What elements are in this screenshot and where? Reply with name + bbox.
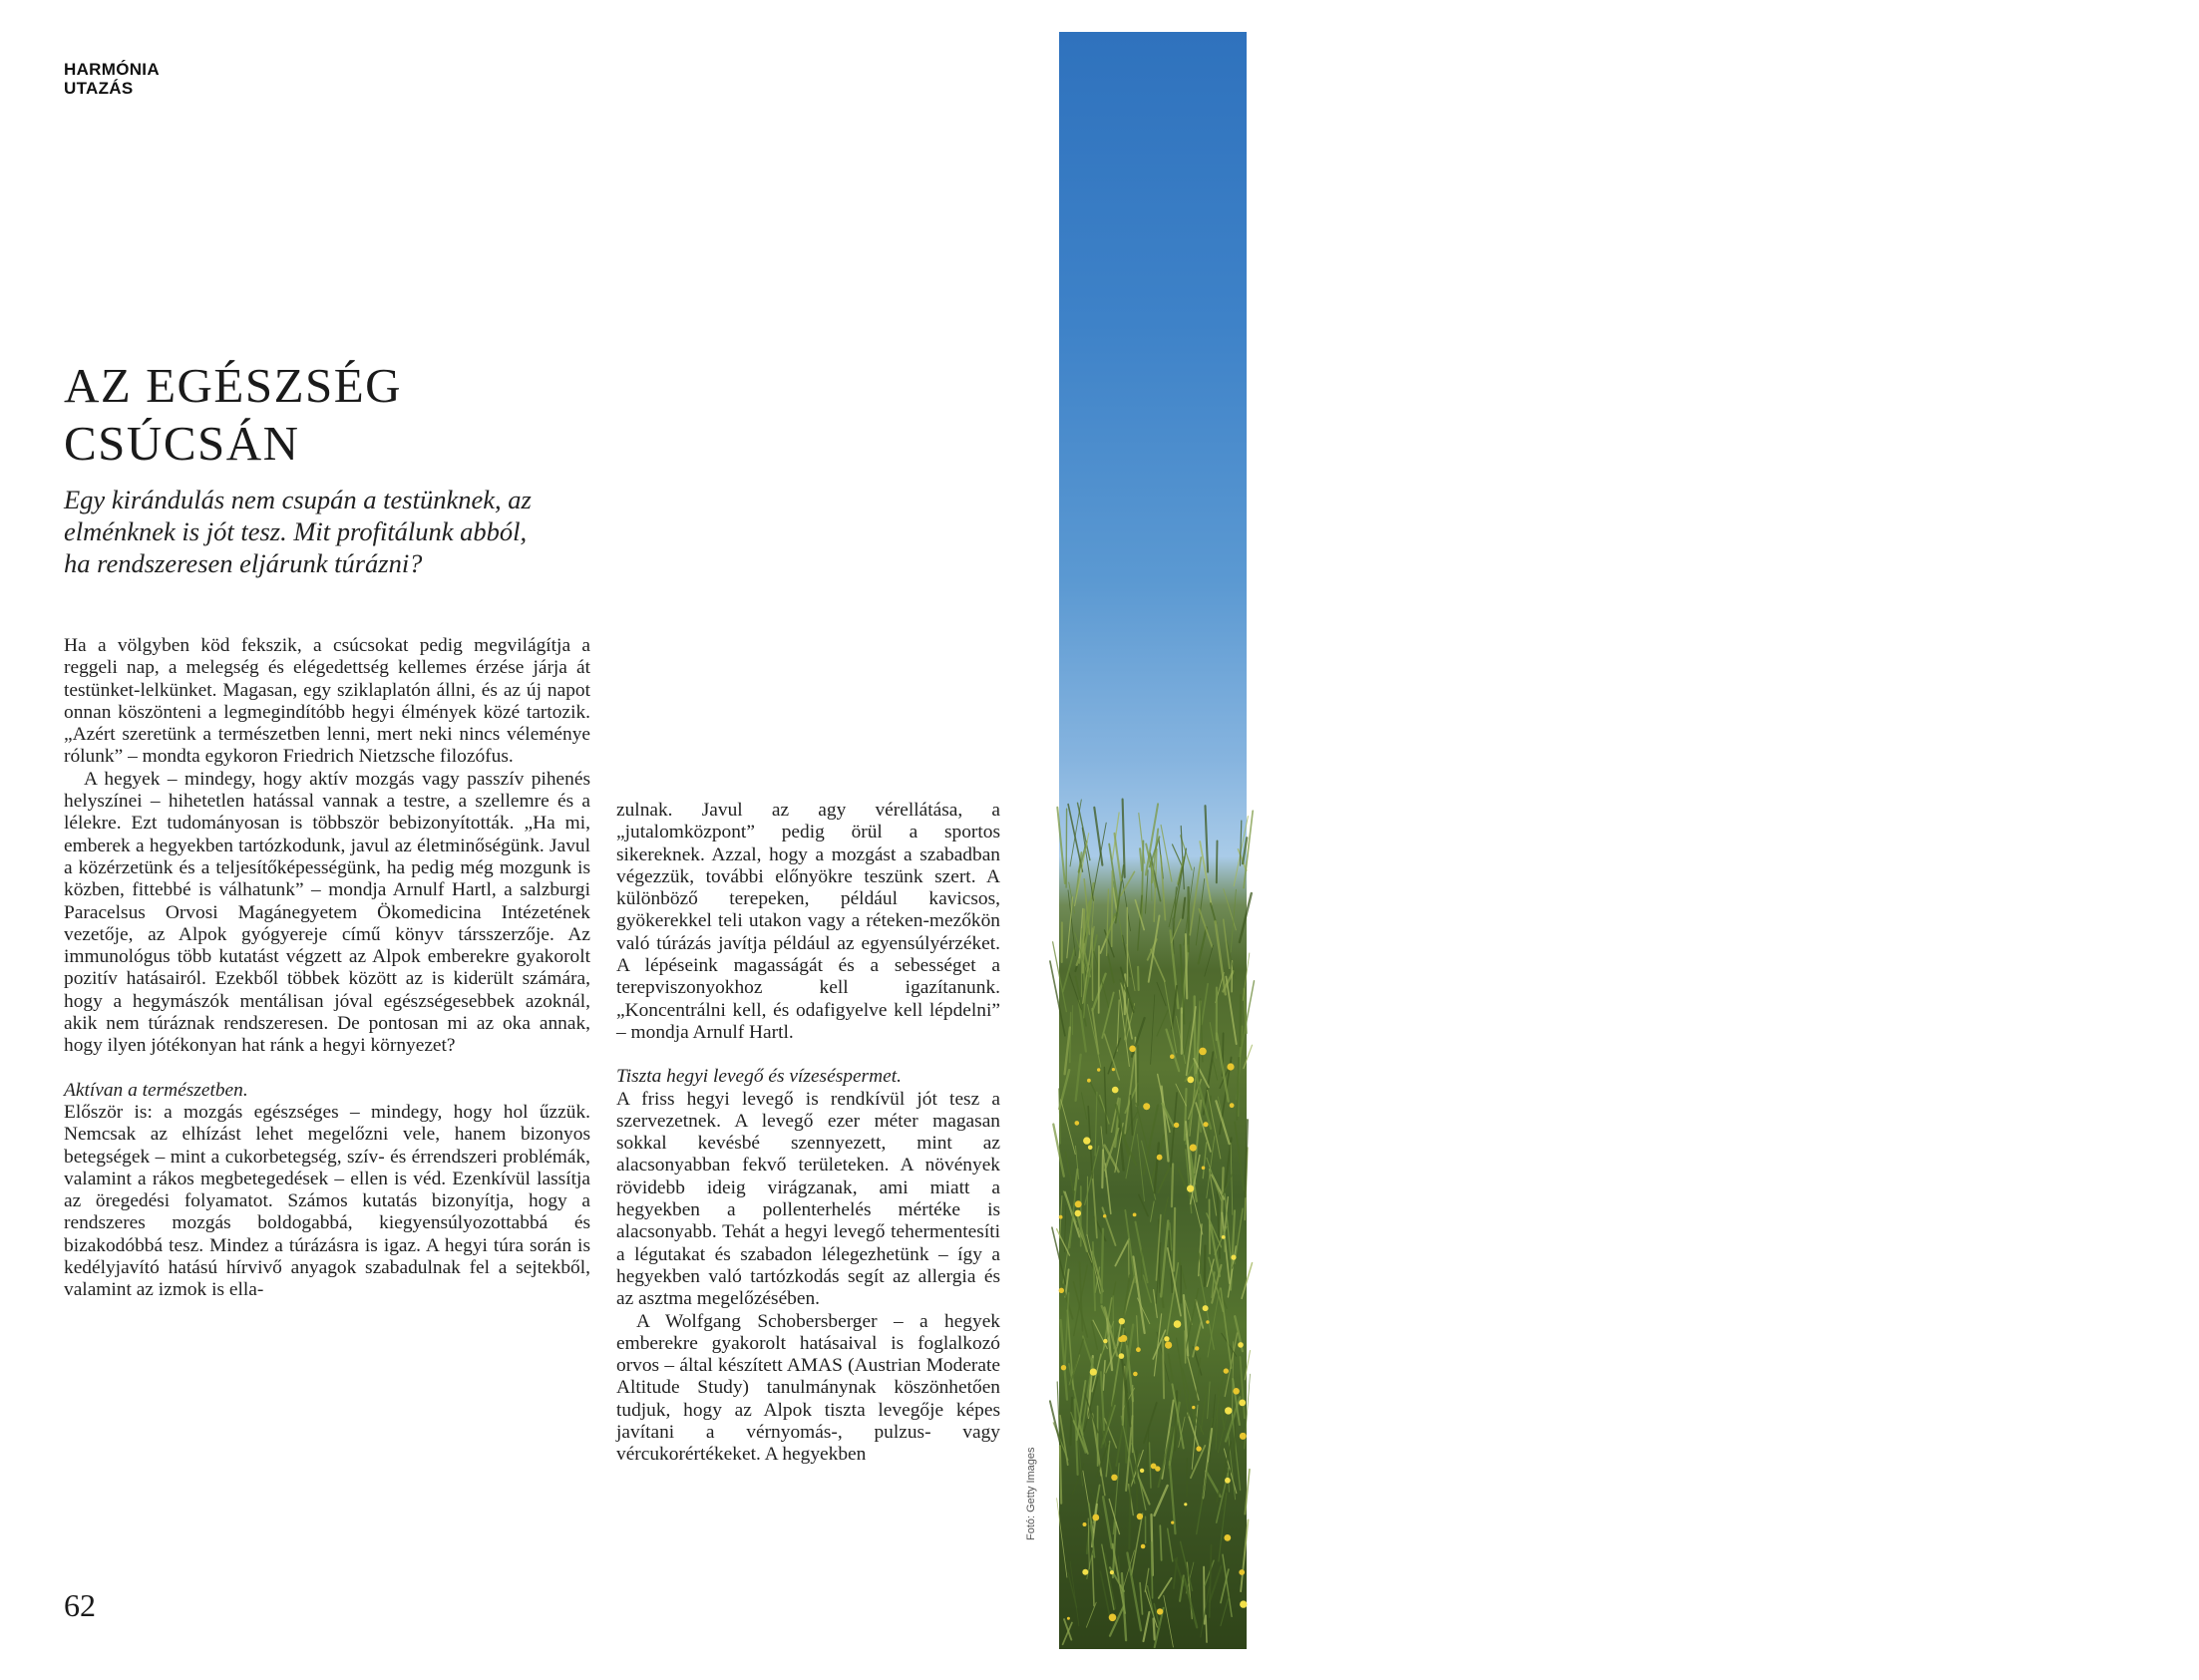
grass-blade (1173, 844, 1183, 865)
grass-blade (1102, 993, 1114, 1039)
grass-blade (1057, 1229, 1070, 1255)
grass-blade (1219, 1494, 1227, 1561)
grass-blade (1186, 934, 1187, 998)
grass-blade (1183, 898, 1185, 918)
grass-blade (1137, 1316, 1139, 1351)
grass-blade (1137, 1135, 1144, 1201)
grass-blade (1171, 1093, 1177, 1167)
flower-dot (1203, 1305, 1209, 1311)
grass-blade (1168, 1354, 1173, 1381)
grass-blade (1103, 1361, 1105, 1391)
flower-dot (1133, 1213, 1137, 1217)
flower-dot (1190, 1145, 1197, 1152)
brand-logo-line2: BEAUTY (2138, 1642, 2199, 1658)
grass-blade (1140, 1583, 1142, 1614)
flower-dot (1157, 1608, 1163, 1614)
grass-blade (1092, 823, 1106, 898)
grass-blade (1125, 1210, 1135, 1282)
grass-blade (1094, 808, 1102, 865)
flower-dot (1171, 1521, 1174, 1524)
flower-dot (1231, 1255, 1236, 1260)
grass-blade (1102, 1150, 1103, 1187)
grass-blade (1060, 1446, 1061, 1504)
grass-blade (1093, 1242, 1095, 1310)
grass-blade (1088, 1005, 1101, 1068)
grass-blade (1151, 995, 1155, 1065)
grass-blade (1168, 1528, 1173, 1561)
grass-blade (1087, 1176, 1088, 1235)
grass-blade (1217, 840, 1218, 882)
grass-blade (1059, 1089, 1061, 1144)
flower-dot (1133, 1372, 1138, 1377)
paragraph: A friss hegyi levegő is rendkívül jót tesz a szervezetnek. A levegő ezer méter magasan sokkal kevésbé szennyezett, mint az alacsonyabban fekvő területeken. A növények rövidebb ideig virágzanak, ami miatt a hegyekben a pollenterhelés mértéke is alacsonyabb. Tehát a hegyi levegő tehermentesíti a légutakat és szabadon lélegezhetünk – így a hegyekben való tartózkodás segít az allergia és az asztma megelőzésében. (616, 1088, 1000, 1310)
grass-blade (1138, 967, 1139, 990)
grass-blade (1231, 1144, 1233, 1215)
grass-blade (1211, 1369, 1225, 1444)
flower-dot (1165, 1342, 1172, 1349)
grass-blade (1167, 1030, 1180, 1072)
grass-blade (1206, 1615, 1207, 1642)
flower-dot (1240, 1600, 1247, 1607)
grass-blade (1100, 1468, 1105, 1496)
grass-blade (1127, 1553, 1141, 1631)
grass-blade (1053, 942, 1067, 1012)
grass-blade (1105, 1164, 1111, 1213)
flower-dot (1199, 1048, 1207, 1056)
flower-dot (1141, 1544, 1146, 1549)
flower-dot (1059, 1215, 1063, 1219)
grass-blade (1070, 1398, 1072, 1445)
grass-blade (1132, 1513, 1143, 1574)
grass-blade (1164, 1595, 1174, 1647)
flower-dot (1136, 1347, 1141, 1352)
grass-blade (1242, 1263, 1252, 1299)
grass-blade (1144, 1403, 1157, 1443)
grass-blade (1199, 927, 1207, 963)
grass-blade (1157, 982, 1166, 1005)
grass-blade (1144, 1612, 1150, 1641)
grass-blade (1133, 1257, 1144, 1334)
flower-dot (1112, 1087, 1119, 1094)
article-title (64, 357, 582, 473)
grass-blade (1197, 1463, 1209, 1533)
grass-blade (1200, 909, 1213, 947)
flower-dot (1140, 1469, 1144, 1473)
grass-blade (1179, 1255, 1187, 1289)
flower-dot (1129, 1046, 1136, 1053)
grass-blade (1205, 1560, 1214, 1585)
flower-dot (1151, 1464, 1157, 1470)
grass-blade (1203, 1143, 1207, 1178)
flower-dot (1230, 1103, 1235, 1108)
grass-blade (1101, 1229, 1103, 1303)
grass-blade (1193, 1322, 1201, 1356)
meadow-photo (1059, 32, 2199, 1658)
flower-dot (1110, 1570, 1114, 1574)
flower-dot (1239, 1569, 1245, 1575)
grass-blade (1213, 1059, 1218, 1080)
flower-dot (1164, 1336, 1169, 1341)
grass-blade (1205, 1246, 1206, 1286)
section-label (64, 60, 160, 98)
flower-dot (1112, 1068, 1115, 1071)
paragraph: Ha a völgyben köd fekszik, a csúcsokat pedig megvilágítja a reggeli nap, a melegség és elégedettség kellemes érzése járja át testünket-lelkünket. Magasan, egy sziklaplatón állni, és az új napot onnan köszönteni a legmegindítóbb hegyi élmények közé tartozik. „Azért szeretünk a természetben lenni, mert neki nincs véleménye rólunk” – mondta egykoron Friedrich Nietzsche filozófus. (64, 635, 590, 768)
flower-dot (1195, 1346, 1199, 1350)
flower-dot (1170, 1054, 1175, 1059)
flower-dot (1075, 1210, 1082, 1217)
grass-blade (1149, 916, 1160, 982)
grass-blade (1061, 1100, 1076, 1155)
grass-blade (1155, 1486, 1168, 1515)
flower-dot (1088, 1146, 1093, 1151)
grass-blade (1210, 1545, 1212, 1617)
flower-dot (1238, 1342, 1244, 1348)
grass-blade (1200, 841, 1211, 904)
flower-dot (1240, 1433, 1247, 1440)
flower-dot (1087, 1079, 1091, 1083)
flower-dot (1157, 1155, 1163, 1161)
grass-blade (1231, 889, 1236, 952)
flower-dot (1187, 1185, 1194, 1192)
flower-dot (1097, 1068, 1100, 1071)
grass-blade (1245, 1351, 1250, 1380)
flower-dot (1103, 1339, 1107, 1343)
flower-dot (1092, 1514, 1099, 1521)
grass-blade (1202, 984, 1208, 1025)
grass-blade (1084, 1393, 1098, 1433)
grass-blade (1172, 986, 1177, 1029)
grass-blade (1244, 1045, 1253, 1068)
grass-blade (1172, 1165, 1173, 1207)
grass-blade (1245, 1470, 1250, 1514)
grass-blade (1109, 1500, 1119, 1534)
text-column-left (64, 635, 590, 1302)
grass-blade (1123, 880, 1131, 931)
grass-blade (1104, 1068, 1106, 1134)
flower-dot (1196, 1446, 1201, 1451)
flower-dot (1061, 1365, 1066, 1370)
grass-blade (1150, 1443, 1152, 1488)
grass-blade (1154, 1604, 1160, 1628)
grass-blade (1052, 1227, 1066, 1284)
flower-dot (1143, 1103, 1150, 1110)
grass-blade (1053, 1125, 1064, 1176)
flower-dot (1192, 1406, 1195, 1409)
text-column-right (616, 800, 1000, 1467)
grass-blade (1210, 1199, 1211, 1253)
grass-blade (1100, 1095, 1109, 1124)
flower-dot (1202, 1167, 1206, 1171)
grass-blade (1082, 1093, 1087, 1120)
paragraph: zulnak. Javul az agy vérellátása, a „jutalomközpont” pedig örül a sportos sikereknek. Azzal, hogy a mozgást a szabadban végezzük, további előnyökre teszünk szert. A különböző terepeken, például kavicsos, gyökerekkel teli utakon vagy a réteken-mezőkön való túrázás javítja például az egyensúlyérzéket. A lépéseink magasságát és a sebességet a terepviszonyokhoz kell igazítanunk. „Koncentrálni kell, és odafigyelve kell lépdelni” – mondja Arnulf Hartl. (616, 800, 1000, 1043)
grass-blade (1115, 834, 1121, 880)
grass-blade (1240, 893, 1252, 942)
grass-blade (1050, 1401, 1062, 1450)
section-label-harmonia: HARMÓNIA (64, 60, 160, 79)
flower-dot (1224, 1368, 1229, 1373)
brand-logo (2138, 1629, 2199, 1657)
grass-blade (1241, 1519, 1248, 1591)
grass-blade (1066, 809, 1067, 887)
flower-dot (1067, 1617, 1070, 1620)
flower-dot (1082, 1569, 1088, 1575)
flower-dot (1187, 1077, 1194, 1084)
paragraph: Először is: a mozgás egészséges – mindegy, hogy hol űzzük. Nemcsak az elhízást lehet megelőzni vele, hanem bizonyos betegségek – mint a cukorbetegség, szív- és érrendszeri problémák, valamint a rákos megbetegedések – ellen is véd. Ezenkívül lassítja az öregedési folyamatot. Számos kutatás bizonyítja, hogy a rendszeres mozgás boldogabbá, kiegyensúlyozottabbá és bizakodóbbá tesz. Mindez a túrázásra is igaz. A hegyi túra során is kedélyjavító hatású hírvivő anyagok szabadulnak fel a sejtekből, valamint az izmok is ella- (64, 1101, 590, 1301)
flower-dot (1111, 1475, 1117, 1481)
flower-dot (1206, 1320, 1209, 1323)
grass-blade (1050, 961, 1065, 1036)
grass-blade (1174, 1208, 1175, 1271)
article-lead: Egy kirándulás nem csupán a testünknek, az elménknek is jót tesz. Mit profitálunk abból, ha rendszeresen eljárunk túrázni? (64, 485, 532, 578)
grass-blade (1152, 1542, 1153, 1598)
flower-dot (1083, 1137, 1090, 1144)
flower-dot (1174, 1320, 1182, 1328)
page-number: 62 (64, 1587, 96, 1623)
grass-blade (1108, 954, 1114, 982)
subheading: Tiszta hegyi levegő és vízeséspermet. (616, 1066, 902, 1088)
grass-blade (1151, 1201, 1155, 1221)
article-title-line1: AZ EGÉSZSÉG (64, 358, 403, 413)
flower-dot (1137, 1513, 1143, 1519)
grass-blade (1070, 1561, 1079, 1625)
flower-dot (1233, 1388, 1240, 1395)
grass-blade (1059, 1070, 1069, 1109)
flower-dot (1109, 1614, 1117, 1622)
flower-dot (1120, 1335, 1127, 1342)
grass-blade (1057, 808, 1065, 883)
grass-blade (1196, 1300, 1203, 1328)
flower-dot (1222, 1235, 1226, 1239)
subheading: Aktívan a természetben. (64, 1079, 248, 1101)
paragraph: A Wolfgang Schobersberger – a hegyek emberekre gyakorolt hatásaival is foglalkozó orvos – által készített AMAS (Austrian Moderate Altitude Study) tanulmánynak köszönhetően tudjuk, hogy az Alpok tiszta levegője képes javítani a vérnyomás-, pulzus- vagy vércukorértékeket. A hegyekben (616, 1310, 1000, 1466)
grass-blade (1206, 806, 1209, 871)
grass-blade (1205, 945, 1214, 976)
grass-blade (1107, 889, 1109, 955)
grass-blade (1161, 1220, 1168, 1296)
grass-blade (1235, 1418, 1236, 1462)
flower-dot (1239, 1400, 1246, 1407)
grass-blade (1083, 1336, 1095, 1372)
flower-dot (1224, 1534, 1231, 1541)
grass-blade (1129, 1476, 1130, 1548)
grass-blade (1224, 919, 1230, 968)
grass-blade (1163, 1340, 1164, 1399)
flower-dot (1227, 1063, 1234, 1070)
grass-blade (1160, 1525, 1161, 1560)
grass-blade (1159, 1578, 1172, 1598)
meadow-grass-illustration (1059, 32, 1247, 1649)
grass-blade (1057, 1499, 1067, 1578)
grass-blade (1243, 953, 1250, 1001)
grass-blade (1115, 1239, 1129, 1266)
grass-blade (1092, 1555, 1094, 1605)
photo-credit: Fotó: Getty Images (1025, 1447, 1037, 1540)
grass-blade (1221, 1288, 1232, 1368)
grass-blade (1201, 1388, 1207, 1431)
flower-dot (1119, 1318, 1125, 1324)
flower-dot (1225, 1478, 1231, 1484)
grass-blade (1095, 1092, 1097, 1156)
flower-dot (1075, 1200, 1082, 1207)
grass-blade (1086, 1602, 1096, 1627)
flower-dot (1203, 1122, 1208, 1127)
grass-blade (1154, 1619, 1155, 1640)
grass-blade (1146, 870, 1149, 913)
grass-blade (1092, 1172, 1097, 1238)
article-title-line2: CSÚCSÁN (64, 416, 300, 471)
section-label-utazas: UTAZÁS (64, 79, 134, 98)
grass-blade (1245, 1120, 1248, 1196)
grass-blade (1140, 848, 1142, 870)
grass-blade (1158, 1166, 1170, 1192)
grass-blade (1226, 1138, 1232, 1187)
flower-dot (1119, 1353, 1125, 1359)
flower-dot (1174, 1123, 1179, 1128)
grass-blade (1235, 1208, 1243, 1263)
grass-blade (1112, 871, 1113, 947)
grass-blade (1216, 1389, 1219, 1450)
flower-dot (1059, 1288, 1064, 1293)
grass-blade (1241, 1357, 1245, 1418)
flower-dot (1184, 1503, 1187, 1506)
brand-logo-line1: ACTIVE (2138, 1628, 2193, 1644)
flower-dot (1103, 1214, 1106, 1217)
grass-blade (1208, 1382, 1211, 1419)
grass-blade (1240, 995, 1241, 1046)
grass-blade (1139, 1195, 1148, 1216)
flower-dot (1083, 1522, 1087, 1526)
grass-blade (1131, 1096, 1133, 1135)
grass-blade (1076, 1055, 1081, 1101)
grass-blade (1235, 1122, 1244, 1189)
flower-dot (1090, 1369, 1097, 1376)
grass-blade (1161, 855, 1165, 920)
paragraph: A hegyek – mindegy, hogy aktív mozgás vagy passzív pihenés helyszínei – hihetetlen hatással vannak a testre, a szellemre és a lélekre. Ezt tudományosan is többször bebizonyították. „Ha mi, emberek a hegyekben tartózkodunk, javul az életminőségünk. Javul a közérzetünk és a teljesítőképességünk, ha pedig még mozgunk is közben, fittebbé is válhatunk” – mondja Arnulf Hartl, a salzburgi Paracelsus Orvosi Magánegyetem Ökomedicina Intézetének vezetője, az Alpok gyógyereje című könyv társszerzője. Az immunológus több kutatást végzett az Alpok emberekre gyakorolt pozitív hatásairól. Ezekből többek között az is kiderült számára, hogy a hegymászók mentálisan jóval egészségesebbek azoknál, akik nem túráznak rendszeresen. De pontosan mi az oka annak, hogy ilyen jótékonyan hat ránk a hegyi környezet? (64, 768, 590, 1057)
flower-dot (1225, 1407, 1232, 1414)
flower-dot (1075, 1121, 1080, 1126)
